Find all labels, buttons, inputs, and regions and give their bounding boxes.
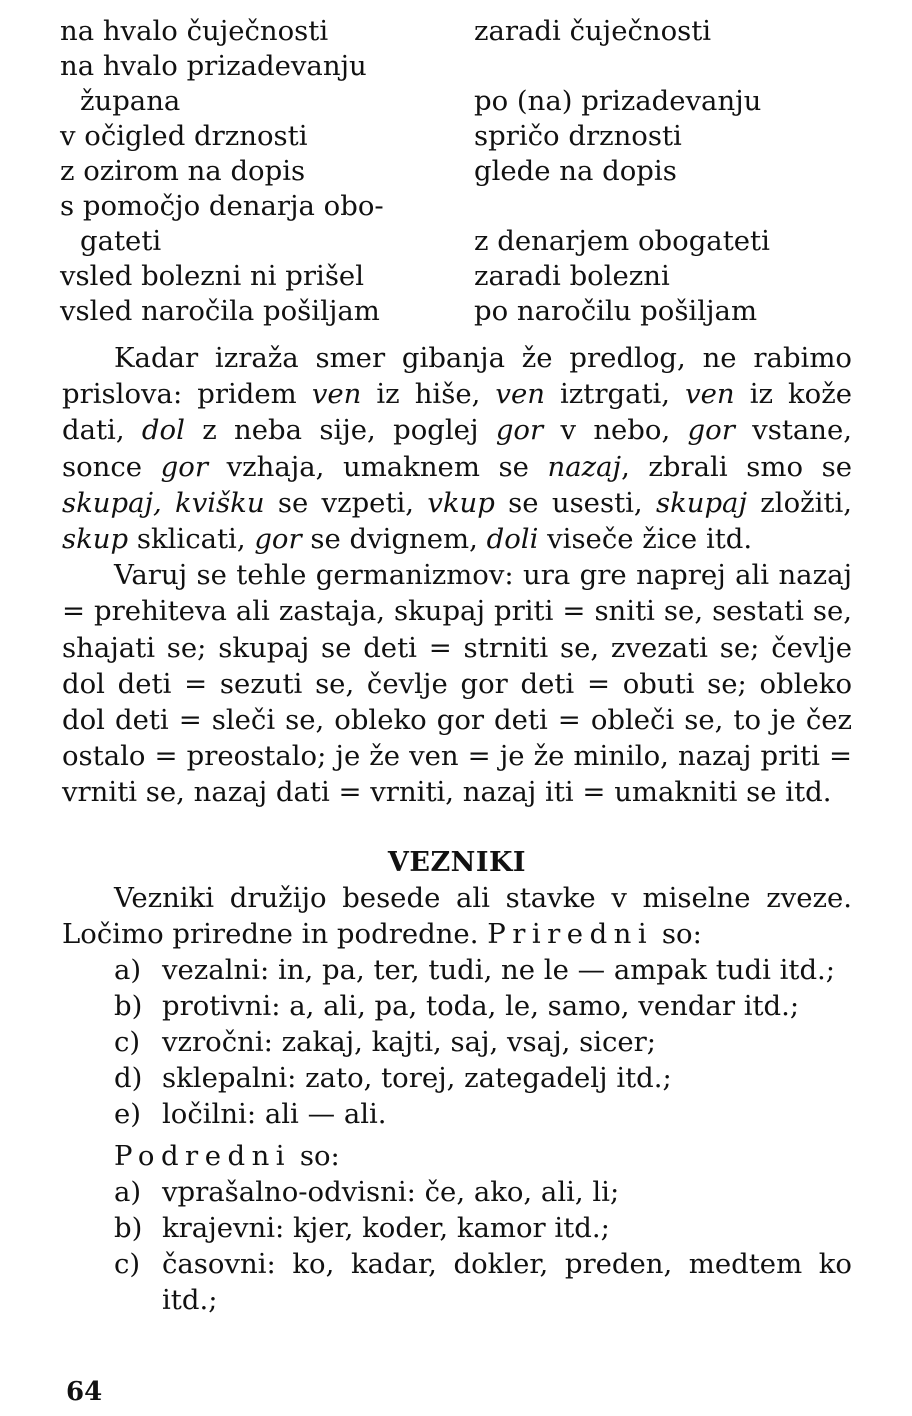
text-run: Vezniki družijo besede ali stavke v miselne zveze. Ločimo priredne in podredne. (62, 881, 852, 950)
list-marker: b) (114, 1212, 143, 1245)
italic-word: gor (160, 450, 208, 483)
italic-word: vkup (427, 486, 495, 519)
section-heading: VEZNIKI (387, 846, 527, 878)
pair-row (60, 119, 860, 154)
pair-right (474, 189, 860, 224)
pair-left: gateti (80, 225, 162, 257)
list-item (62, 1246, 852, 1318)
text-run: iztrgati, (544, 378, 686, 411)
list-item (62, 952, 852, 988)
list-item (62, 1210, 852, 1246)
pair-row (60, 224, 860, 259)
list-marker: a) (114, 1176, 142, 1209)
list-marker: e) (114, 1098, 142, 1131)
text-run: se vzpeti, (264, 486, 428, 519)
page-number: 64 (66, 1377, 103, 1407)
pair-right: spričo drznosti (474, 120, 682, 152)
pair-left: na hvalo prizadevanju (60, 50, 367, 82)
subordinate-heading (62, 1138, 852, 1174)
pair-right: zaradi bolezni (474, 260, 670, 292)
list-item (62, 1060, 852, 1096)
pair-right: po (na) prizadevanju (474, 85, 762, 117)
italic-word: skupaj, kvišku (62, 486, 265, 519)
list-text: vezalni: in, pa, ter, tudi, ne le — ampak tudi itd.; (162, 954, 836, 987)
pair-row (60, 49, 860, 84)
pair-right: z denarjem obogateti (474, 225, 770, 257)
list-marker: d) (114, 1062, 143, 1095)
pair-right (474, 49, 860, 84)
text-run: z neba sije, poglej (184, 414, 496, 447)
italic-word: dol (141, 414, 185, 447)
list-item (62, 1096, 852, 1132)
list-text: sklepalni: zato, torej, zategadelj itd.; (162, 1062, 672, 1095)
pair-left: na hvalo čuječnosti (60, 15, 329, 47)
pair-right: zaradi čuječnosti (474, 15, 712, 47)
pair-left: župana (80, 85, 181, 117)
spaced-term: Priredni (487, 917, 654, 950)
list-marker: a) (114, 954, 142, 987)
italic-word: gor (254, 523, 302, 556)
list-text: protivni: a, ali, pa, toda, le, samo, vendar itd.; (162, 990, 800, 1023)
text-run: se usesti, (494, 486, 656, 519)
text-run: so: (653, 917, 702, 950)
pair-left: vsled naročila pošiljam (60, 295, 380, 327)
subordinate-conjunctions-list (62, 1174, 852, 1318)
pair-right: po naročilu pošiljam (474, 295, 758, 327)
paragraph-direction-adverbs (62, 340, 852, 557)
italic-word: doli (486, 523, 539, 556)
text-run: so: (291, 1140, 340, 1173)
list-marker: c) (114, 1248, 141, 1281)
main-text (62, 340, 852, 1318)
italic-word: nazaj (547, 450, 622, 483)
italic-word: ven (685, 378, 735, 411)
paragraph-germanisms: Varuj se tehle germanizmov: ura gre naprej ali nazaj = prehiteva ali zastaja, skupaj priti = sniti se, sestati se, shajati se; skupaj se deti = strniti se, zvezati se; čevlje dol deti = sezuti se, čevlje gor deti = obuti se; obleko dol deti = sleči se, obleko gor deti = obleči se, to je čez ostalo = preostalo; je že ven = je že minilo, nazaj priti = vrniti se, nazaj dati = vrniti, nazaj iti = umakniti se itd. (62, 559, 852, 809)
pair-left: z ozirom na dopis (60, 155, 306, 187)
text-run: vzhaja, umaknem se (207, 450, 548, 483)
text-run: sklicati, (128, 523, 255, 556)
text-run: Kadar izraža smer gibanja že predlog, ne rabimo prislova: pridem (62, 342, 852, 411)
pair-left: v očigled drznosti (60, 120, 308, 152)
pair-row (60, 259, 860, 294)
list-text: vprašalno-odvisni: če, ako, ali, li; (162, 1176, 620, 1209)
text-run: v nebo, (543, 414, 688, 447)
coordinate-conjunctions-list (62, 952, 852, 1132)
list-marker: b) (114, 990, 143, 1023)
text-run: , zbrali smo se (621, 450, 852, 483)
text-run: iz kože dati, (62, 378, 853, 447)
pair-row (60, 84, 860, 119)
list-marker: c) (114, 1026, 141, 1059)
pair-row (60, 154, 860, 189)
text-run: zložiti, (746, 486, 852, 519)
italic-word: skupaj (655, 486, 747, 519)
pair-left: s pomočjo denarja obo- (60, 190, 384, 222)
italic-word: gor (687, 414, 735, 447)
list-item (62, 1024, 852, 1060)
text-run: se dvignem, (301, 523, 487, 556)
italic-word: ven (495, 378, 545, 411)
pair-row (60, 189, 860, 224)
italic-word: gor (495, 414, 544, 447)
list-text: ločilni: ali — ali. (162, 1098, 387, 1131)
text-run: viseče žice itd. (538, 523, 753, 556)
list-text: časovni: ko, kadar, dokler, preden, medtem ko itd.; (162, 1248, 852, 1317)
text-run: iz hiše, (361, 378, 496, 411)
paragraph-conjunctions-intro (62, 880, 852, 952)
list-text: krajevni: kjer, koder, kamor itd.; (162, 1212, 610, 1245)
expression-pairs (60, 14, 860, 329)
pair-row (60, 14, 860, 49)
list-item (62, 988, 852, 1024)
spaced-term: Podredni (114, 1140, 292, 1173)
list-item (62, 1174, 852, 1210)
pair-right: glede na dopis (474, 155, 677, 187)
pair-row (60, 294, 860, 329)
pair-left: vsled bolezni ni prišel (60, 260, 365, 292)
italic-word: ven (311, 378, 362, 411)
text-run: vstane, sonce (62, 414, 852, 483)
list-text: vzročni: zakaj, kajti, saj, vsaj, sicer; (162, 1026, 657, 1059)
italic-word: skup (62, 523, 129, 556)
